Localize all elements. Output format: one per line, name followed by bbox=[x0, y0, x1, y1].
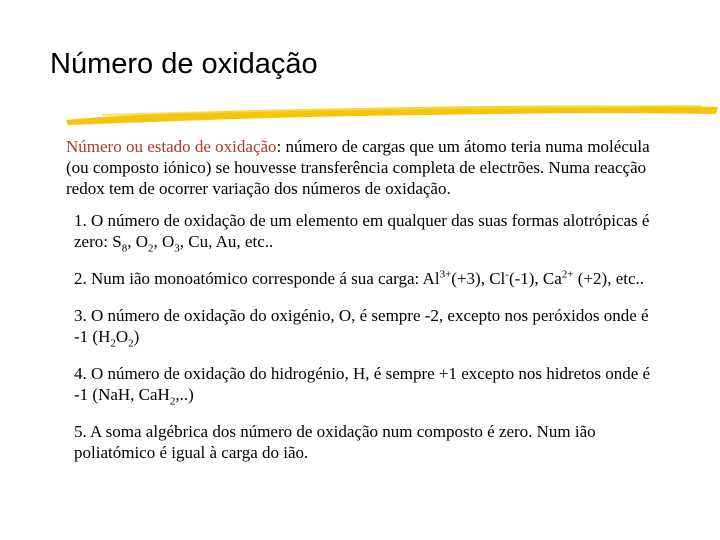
rule-1 bbox=[74, 210, 666, 255]
rule-3-o: O bbox=[115, 327, 129, 346]
rules-list bbox=[66, 210, 666, 463]
rule-3-text: 3. O número de oxidação do oxigénio, O, é sempre -2, excepto nos peróxidos onde é -1 (H bbox=[74, 306, 649, 346]
rule-3-sub-o: 2 bbox=[128, 337, 134, 350]
rule-2-sup-cl: - bbox=[505, 268, 509, 281]
slide-content bbox=[66, 136, 666, 479]
intro-paragraph bbox=[66, 136, 666, 199]
rule-5-text: 5. A soma algébrica dos número de oxidação num composto é zero. Num ião poliatómico é igual à carga do ião. bbox=[74, 422, 596, 462]
rule-3 bbox=[74, 305, 666, 350]
rule-2 bbox=[74, 268, 666, 289]
rule-2-al: (+3), Cl bbox=[451, 269, 506, 288]
rule-1-sub-o3: 3 bbox=[174, 242, 180, 255]
rule-1-o3: , O bbox=[153, 232, 175, 251]
rule-3-sub-h: 2 bbox=[110, 337, 116, 350]
slide-title: Número de oxidação bbox=[50, 48, 318, 80]
rule-3-tail: ) bbox=[133, 327, 140, 346]
rule-1-sub-o2: 2 bbox=[147, 242, 154, 255]
rule-1-o2: , O bbox=[127, 232, 148, 251]
rule-4-sub-h: 2 bbox=[169, 395, 176, 408]
rule-2-tail: (+2), etc.. bbox=[573, 269, 645, 288]
rule-5 bbox=[74, 421, 666, 463]
intro-term: Número ou estado de oxidação bbox=[66, 137, 277, 156]
rule-1-tail: , Cu, Au, etc.. bbox=[179, 232, 274, 251]
rule-2-cl: (-1), Ca bbox=[508, 269, 562, 288]
title-underline-brush bbox=[62, 98, 720, 132]
rule-2-sup-al: 3+ bbox=[439, 268, 452, 281]
rule-1-sub-s8: 8 bbox=[121, 242, 128, 255]
rule-2-text: 2. Num ião monoatómico corresponde á sua carga: Al bbox=[74, 269, 440, 288]
rule-4-tail: ,..) bbox=[175, 385, 194, 404]
rule-4 bbox=[74, 363, 666, 408]
rule-1-text: 1. O número de oxidação de um elemento em qualquer das suas formas alotrópicas é zero: S bbox=[74, 211, 650, 251]
rule-4-text: 4. O número de oxidação do hidrogénio, H, é sempre +1 excepto nos hidretos onde é -1 (NaH, CaH bbox=[74, 364, 651, 404]
intro-text: : número de cargas que um átomo teria numa molécula (ou composto iónico) se houvesse transferência completa de electrões. Numa reacção redox tem de ocorrer variação dos números de oxidação. bbox=[66, 137, 650, 198]
rule-2-sup-ca: 2+ bbox=[561, 268, 574, 281]
